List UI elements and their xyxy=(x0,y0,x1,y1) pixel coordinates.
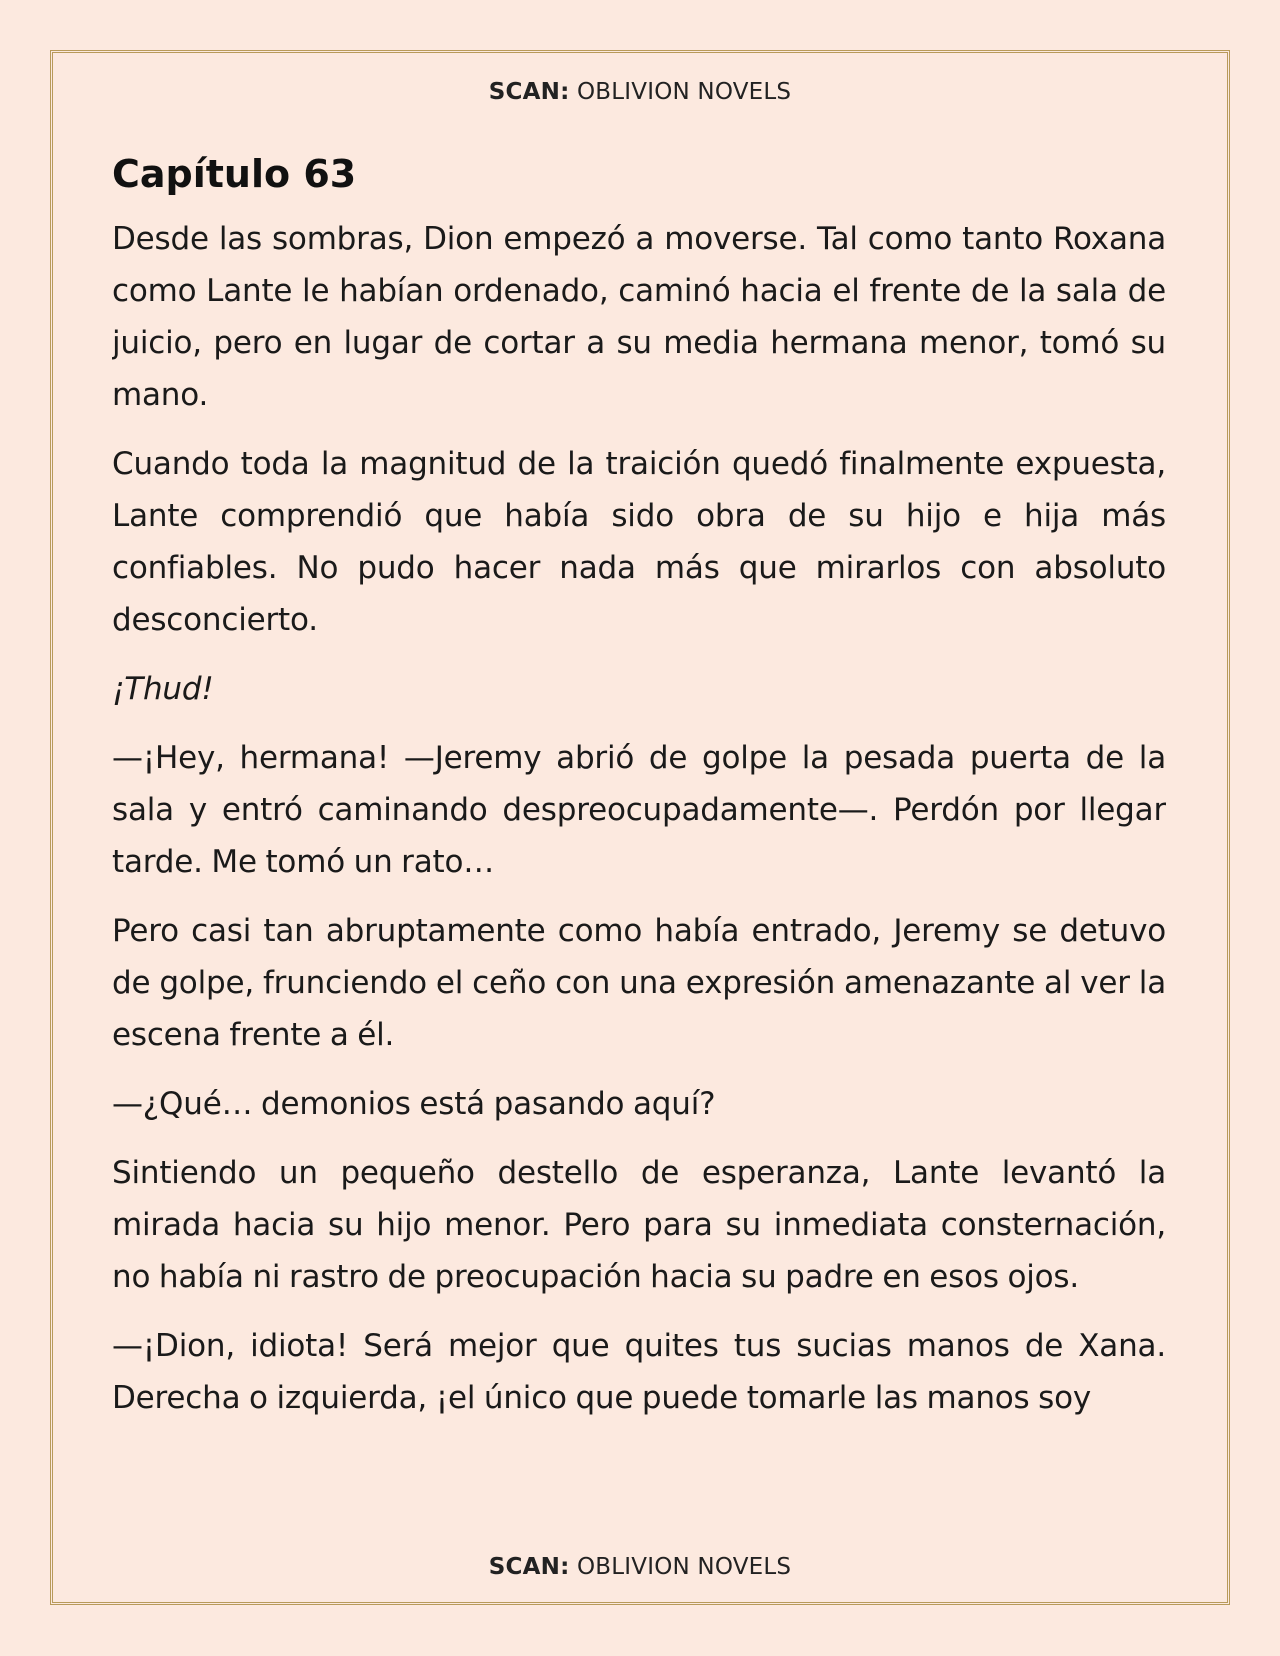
paragraph: Pero casi tan abruptamente como había entrado, Jeremy se detuvo de golpe, frunciendo el ceño con una expresión amenazante al ver la escena frente a él. xyxy=(112,913,1166,1054)
scan-label: SCAN: xyxy=(488,1554,570,1580)
paragraph: Sintiendo un pequeño destello de esperanza, Lante levantó la mirada hacia su hijo menor. Pero para su inmediata consternación, no había ni rastro de preocupación hacia su padre en esos ojos. xyxy=(112,1155,1166,1296)
chapter-content xyxy=(112,150,1166,1500)
scan-label: SCAN: xyxy=(488,79,570,105)
scan-group: OBLIVION NOVELS xyxy=(577,79,792,105)
sound-effect: ¡Thud! xyxy=(112,671,214,708)
paragraph: Desde las sombras, Dion empezó a moverse. Tal como tanto Roxana como Lante le habían ordenado, caminó hacia el frente de la sala de juicio, pero en lugar de cortar a su media hermana menor, tomó su mano. xyxy=(112,221,1166,414)
scan-group: OBLIVION NOVELS xyxy=(577,1554,792,1580)
chapter-title: Capítulo 63 xyxy=(112,152,357,196)
scan-credit-footer xyxy=(53,1554,1227,1580)
paragraph: Cuando toda la magnitud de la traición quedó finalmente expuesta, Lante comprendió que había sido obra de su hijo e hija más confiables. No pudo hacer nada más que mirarlos con absoluto desconcierto. xyxy=(112,446,1166,639)
paragraph: —¡Dion, idiota! Será mejor que quites tus sucias manos de Xana. Derecha o izquierda, ¡el único que puede tomarle las manos soy xyxy=(112,1328,1166,1417)
paragraph: —¿Qué… demonios está pasando aquí? xyxy=(112,1086,716,1123)
paragraph: —¡Hey, hermana! —Jeremy abrió de golpe la pesada puerta de la sala y entró caminando despreocupadamente—. Perdón por llegar tarde. Me tomó un rato… xyxy=(112,740,1166,881)
scan-credit-header xyxy=(53,79,1227,105)
